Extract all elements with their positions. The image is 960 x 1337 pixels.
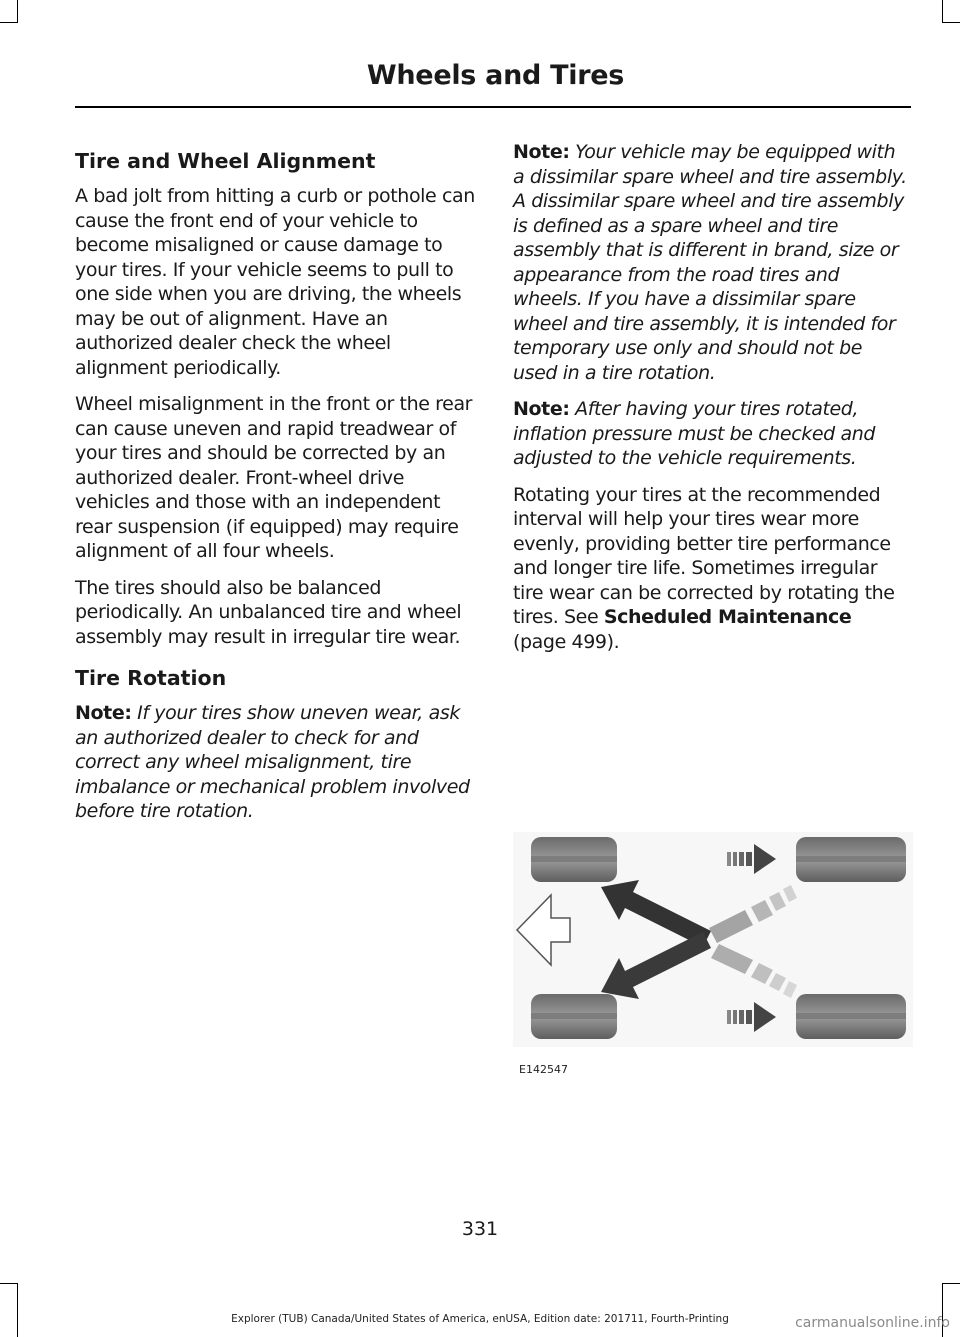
tire-rotation-diagram	[513, 832, 913, 1077]
note-label: Note:	[513, 398, 570, 420]
crop-mark-top-left-h	[0, 22, 18, 23]
note-label: Note:	[513, 141, 570, 163]
paragraph-balancing: The tires should also be balanced periodically. An unbalanced tire and wheel assembly may result in irregular tire wear.	[75, 576, 462, 648]
note-text: If your tires show uneven wear, ask an authorized dealer to check for and correct any wheel misalignment, tire imbalance or mechanical problem involved before tire rotation.	[75, 702, 470, 822]
note-label: Note:	[75, 702, 132, 724]
crop-mark-top-left-v	[17, 0, 18, 22]
crop-mark-bottom-left-h	[0, 1283, 18, 1284]
crop-mark-bottom-right-h	[942, 1283, 960, 1284]
tire-rear-left-icon	[531, 994, 617, 1039]
page-reference: (page 499).	[513, 630, 620, 653]
watermark: carmanualsonline.info	[795, 1315, 950, 1331]
paragraph-rotation-interval	[513, 483, 908, 655]
header-divider	[75, 106, 911, 108]
scheduled-maintenance-link[interactable]: Scheduled Maintenance	[603, 606, 852, 628]
note-uneven-wear	[75, 701, 475, 824]
figure-id: E142547	[519, 1063, 568, 1076]
heading-tire-wheel-alignment: Tire and Wheel Alignment	[75, 149, 376, 173]
tire-rear-right-icon	[796, 994, 906, 1039]
right-column	[513, 140, 908, 666]
note-text: Your vehicle may be equipped with a dissimilar spare wheel and tire assembly. A dissimilar spare wheel and tire assembly is defined as a spare wheel and tire assembly that is different in brand, size or appearance from the road tires and wheels. If you have a dissimilar spare wheel and tire assembly, it is intended for temporary use only and should not be used in a tire rotation.	[513, 141, 907, 384]
heading-tire-rotation: Tire Rotation	[75, 666, 227, 690]
note-dissimilar-spare	[513, 140, 908, 385]
crop-mark-top-right-h	[942, 22, 960, 23]
left-column	[75, 140, 475, 836]
section-title: Wheels and Tires	[366, 60, 624, 91]
note-text: After having your tires rotated, inflation pressure must be checked and adjusted to the vehicle requirements.	[513, 398, 875, 469]
paragraph-misalignment: Wheel misalignment in the front or the rear can cause uneven and rapid treadwear of your tires and should be corrected by an authorized dealer. Front-wheel drive vehicles and those with an independent rear suspension (if equipped) may require alignment of all four wheels.	[75, 393, 473, 562]
paragraph-alignment-jolt: A bad jolt from hitting a curb or pothole can cause the front end of your vehicle to become misaligned or cause damage to your tires. If your vehicle seems to pull to one side when you are driving, the wheels may be out of alignment. Have an authorized dealer check the wheel alignment periodically.	[75, 185, 475, 379]
note-inflation-pressure	[513, 397, 908, 471]
paragraph-text: Rotating your tires at the recommended interval will help your tires wear more evenly, providing better tire performance and longer tire life. Sometimes irregular tire wear can be corrected by rotating the tires. See	[513, 483, 895, 628]
footer-edition: Explorer (TUB) Canada/United States of America, enUSA, Edition date: 201711, Fourth-Printing	[231, 1313, 729, 1325]
crop-mark-bottom-left-v	[17, 1283, 18, 1337]
tire-front-right-icon	[796, 837, 906, 882]
page-number: 331	[461, 1218, 499, 1240]
crop-mark-top-right-v	[942, 0, 943, 22]
tire-front-left-icon	[531, 837, 617, 882]
